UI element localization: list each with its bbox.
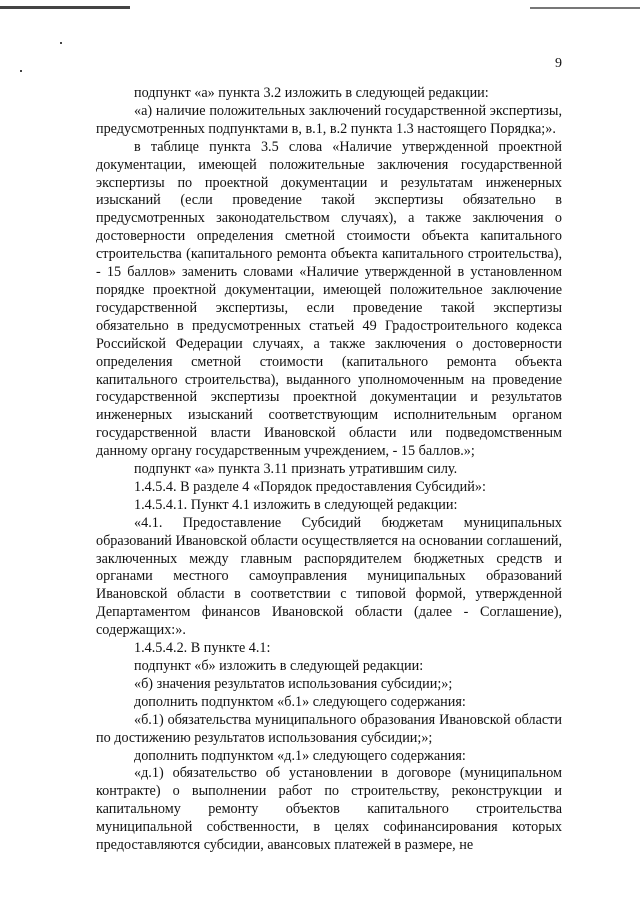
paragraph: дополнить подпунктом «б.1» следующего содержания: bbox=[134, 693, 466, 710]
paragraph: «д.1) обязательство об установлении в договоре (муниципальном контракте) о выполнении работ по строительству, реконструкции и капитальному ремонту объектов капитального строительства муниципальной собственности, в целях софинансирования которых предоставляются субсидии, авансовых платежей в размере, не bbox=[96, 765, 562, 854]
page-number: 9 bbox=[555, 56, 562, 71]
paragraph: дополнить подпунктом «д.1» следующего содержания: bbox=[134, 747, 466, 764]
paragraph: подпункт «а» пункта 3.11 признать утратившим силу. bbox=[134, 461, 458, 478]
scan-speck bbox=[20, 70, 22, 72]
paragraph: 1.4.5.4.1. Пункт 4.1 изложить в следующей редакции: bbox=[134, 496, 458, 513]
paragraph: подпункт «а» пункта 3.2 изложить в следующей редакции: bbox=[134, 85, 489, 101]
paragraph: «б) значения результатов использования субсидии;»; bbox=[134, 675, 453, 692]
paragraph: 1.4.5.4. В разделе 4 «Порядок предоставления Субсидий»: bbox=[134, 478, 486, 495]
scan-speck bbox=[60, 42, 62, 44]
paragraph: «4.1. Предоставление Субсидий бюджетам муниципальных образований Ивановской области осуществляется на основании соглашений, заключенных между главным распорядителем бюджетных средств и органами местного самоуправления муниципальных образований Ивановской области в соответствии с типовой формой, утвержденной Департаментом финансов Ивановской области (далее - Соглашение), содержащих:». bbox=[96, 514, 562, 639]
scan-edge-line-left bbox=[0, 6, 130, 9]
paragraph: подпункт «б» изложить в следующей редакции: bbox=[134, 658, 424, 674]
paragraph: в таблице пункта 3.5 слова «Наличие утвержденной проектной документации, имеющей положительные заключения государственной экспертизы по проектной документации и результатам инженерных изысканий (если проведение такой экспертизы обязательно в предусмотренных законодательством случаях), а также заключения о достоверности определения сметной стоимости объекта капитального строительства (капитального ремонта объекта капитального строительства), - 15 баллов» заменить словами «Наличие утвержденной в установленном порядке проектной документации, имеющей положительное заключение государственной экспертизы, если проведение такой экспертизы обязательно в предусмотренных статьей 49 Градостроительного кодекса Российской Федерации случаях, а также заключения о достоверности определения сметной стоимости (капитального ремонта объекта капитального строительства), выданного уполномоченным на проведение государственной экспертизы проектной документации и результатов инженерных изысканий соответствующим исполнительным органом государственной власти Ивановской области или подведомственным данному органу государственным учреждением, - 15 баллов.»; bbox=[96, 138, 562, 460]
scan-edge-line-right bbox=[530, 7, 640, 9]
document-body bbox=[96, 85, 562, 855]
paragraph: «б.1) обязательства муниципального образования Ивановской области по достижению результатов использования субсидии;»; bbox=[96, 711, 562, 746]
paragraph: 1.4.5.4.2. В пункте 4.1: bbox=[134, 640, 271, 657]
paragraph: «а) наличие положительных заключений государственной экспертизы, предусмотренных подпунктами в, в.1, в.2 пункта 1.3 настоящего Порядка;». bbox=[96, 102, 562, 137]
